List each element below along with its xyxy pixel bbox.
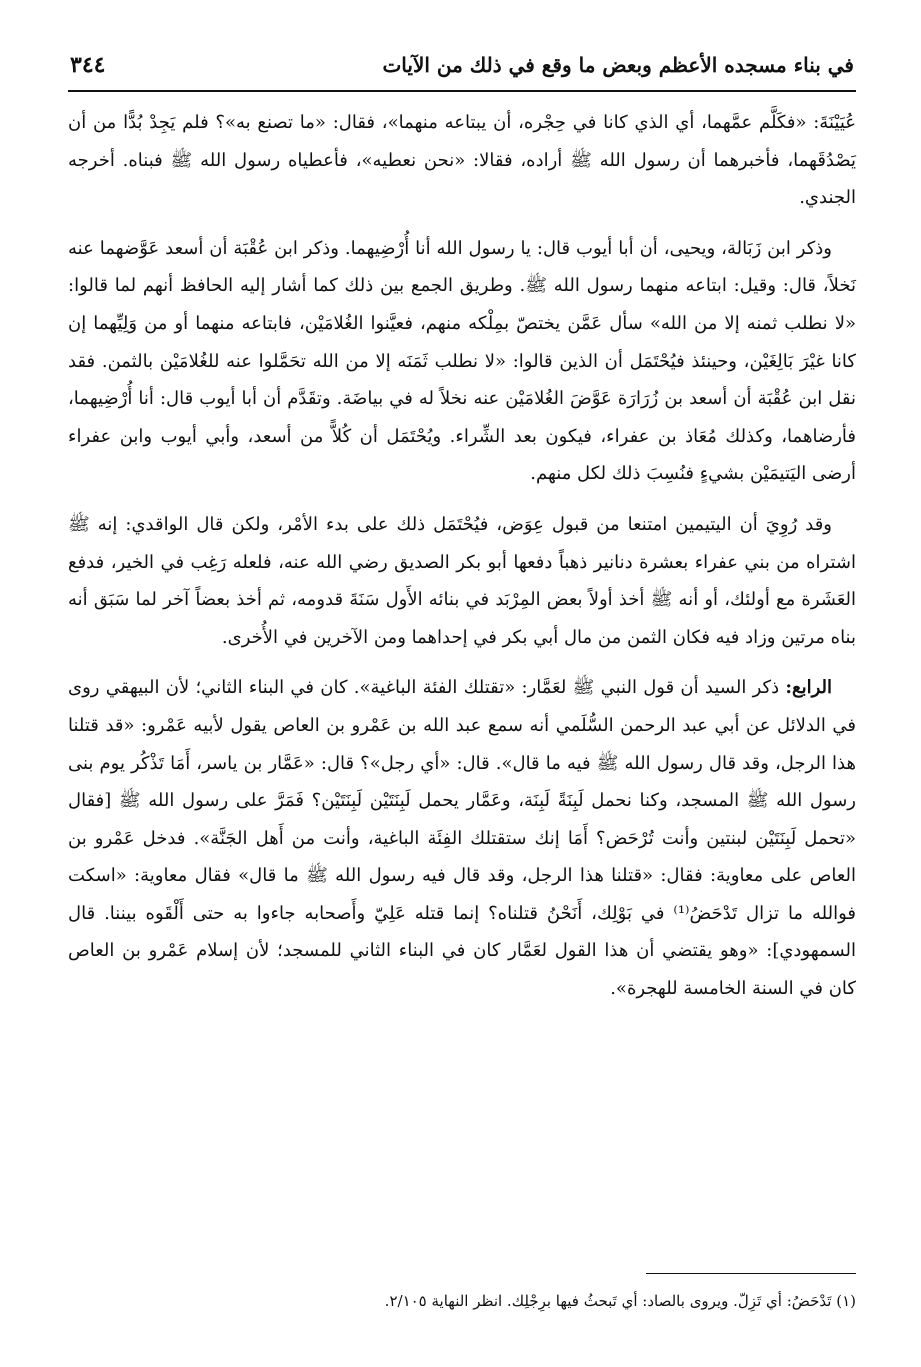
page-number: ٣٤٤ — [70, 52, 106, 78]
body-text — [68, 104, 856, 1008]
chapter-title: في بناء مسجده الأعظم وبعض ما وقع في ذلك من الآيات — [382, 53, 854, 77]
paragraph — [68, 230, 856, 493]
paragraph — [68, 669, 856, 1007]
paragraph — [68, 506, 856, 656]
paragraph — [68, 104, 856, 217]
section-lead: الرابع: — [785, 677, 832, 699]
footnote: (١) تَدْحَضُ: أي تَزِلّ. ويروى بالصاد: أي تَبحثُ فيها برِجْلِك. انظر النهاية ٢/١٠٥. — [384, 1292, 856, 1310]
paragraph-text: وقد رُوِيَ أن اليتيمين امتنعا من قبول عِوَض، فيُحْتَمَل ذلك على بدء الأمْر، ولكن قال الواقدي: إنه ﷺ اشتراه من بني عفراء بعشرة دنانير ذهباً دفعها أبو بكر الصديق رضي الله عنه، فلعله رَغِب في الخير، فدفع العَشَرة مع أولئك، أو أنه ﷺ أخذ أولاً بعض المِرْبَد في بنائه الأَول سَنَةَ قدومه، ثم أخذ بعضاً آخر لما سَبَق أنه بناه مرتين وزاد فيه فكان الثمن من مال أبي بكر في إحداهما ومن الآخرين في الأُخرى. — [68, 513, 856, 648]
paragraph-text: وذكر ابن زَبَالة، ويحيى، أن أبا أيوب قال: يا رسول الله أنا أُرْضِيهما. وذكر ابن عُقْبَة أن أسعد عَوَّضهما عنه نَخلاً، قال: وقيل: ابتاعه منهما رسول الله ﷺ. وطريق الجمع بين ذلك كما أشار إليه الحافظ أنهم لما قالوا: «لا نطلب ثمنه إلا من الله» سأل عَمَّن يختصّ بمِلْكه منهم، فعيَّنوا الغُلامَيْن، فابتاعه منهما أو من وَلِيِّهما إن كانا غيْرَ بَالِغَيْن، وحينئذ فيُحْتَمَل أن الذين قالوا: «لا نطلب ثَمَنَه إلا من الله تحَمَّلوا عنه للغُلامَيْن بالثمن. فقد نقل ابن عُقْبَة أن أسعد بن زُرَارَة عَوَّضَ الغُلامَيْن عنه نخلاً له في بياضَة. وتقَدَّم أن أبا أيوب قال: أنا أُرْضِيهما، فأرضاهما، وكذلك مُعَاذ بن عفراء، فيكون بعد الشِّراء. ويُحْتَمَل أن كُلاًّ من أسعد، وأبي أيوب وابن عفراء أرضى اليَتيمَيْن بشيءٍ فنُسِبَ ذلك لكل منهم. — [68, 237, 856, 485]
paragraph-text: ذكر السيد أن قول النبي ﷺ لعَمَّار: «تقتلك الفئة الباغية». كان في البناء الثاني؛ لأن البيهقي روى في الدلائل عن أبي عبد الرحمن السُّلَمي أنه سمع عبد الله بن عَمْرو بن العاص يقول لأبيه عَمْرو: «قد قتلنا هذا الرجل، وقد قال رسول الله ﷺ فيه ما قال». قال: «أي رجل»؟ قال: «عَمَّار بن ياسر، أَمَا تَذْكُر يوم بنى رسول الله ﷺ المسجد، وكنا نحمل لَبِنَةً لَبِنَة، وعَمَّار يحمل لَبِنَتَيْن لَبِنَتَيْن؟ فَمَرَّ على رسول الله ﷺ [فقال «تحمل لَبِنَتَيْن لبنتين وأنت تُرْحَض؟ أَمَا إنك ستقتلك الفِئَة الباغية، وأنت من أَهل الجَنَّة». فدخل عَمْرو بن العاص على معاوية: فقال: «قتلنا هذا الرجل، وقد قال فيه رسول الله ﷺ ما قال» فقال معاوية: «اسكت فوالله ما تزال تَدْحَضُ⁽¹⁾ في بَوْلِك، أَنَحْنُ قتلناه؟ إنما قتله عَلِيّ وأَصحابه جاءوا به حتى أَلْقَوه بيننا. قال السمهودي]: «وهو يقتضي أن هذا القول لعَمَّار كان في البناء الثاني للمسجد؛ لأن إسلام عَمْرو بن العاص كان في السنة الخامسة للهجرة». — [68, 677, 856, 1000]
footnote-divider — [646, 1273, 856, 1274]
paragraph-text: عُيَيْنَةَ: «فكَلَّم عمَّهما، أي الذي كانا في حِجْره، أن يبتاعه منهما»، فقال: «ما تصنع به»؟ فلم يَجِدْ بُدًّا من أن يَصْدُقَهما، فأخبرهما أن رسول الله ﷺ أراده، فقالا: «نحن نعطيه»، فأعطياه رسول الله ﷺ فبناه. أخرجه الجندي. — [68, 112, 856, 209]
running-header — [68, 44, 856, 92]
book-page — [68, 44, 856, 1310]
